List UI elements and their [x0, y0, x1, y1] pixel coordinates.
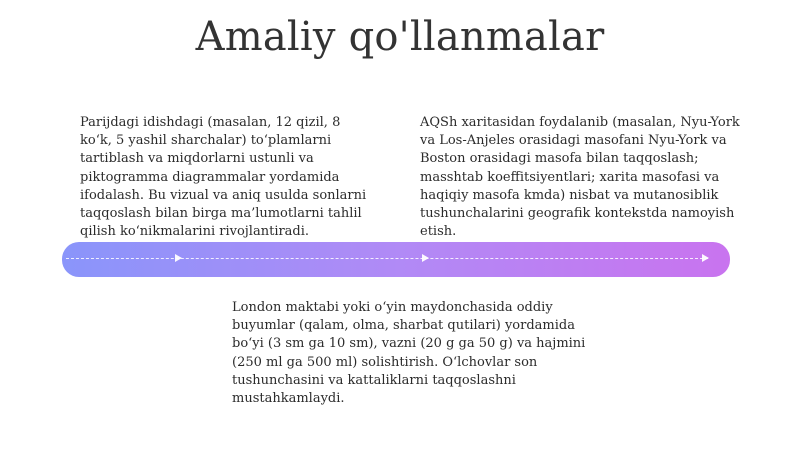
arrow-right-icon: [175, 254, 182, 262]
timeline-item-text-2: AQSh xaritasidan foydalanib (masalan, Nyu-York va Los-Anjeles orasidagi masofani Nyu-York va Boston orasidagi masofa bilan taqqoslash; masshtab koeffitsiyentlari; xarita masofasi va haqiqiy masofa kmda) nisbat va mutanosiblik tushunchalarini geografik kontekstda namoyish etish.: [420, 115, 740, 240]
arrow-right-icon: [702, 254, 709, 262]
arrow-right-icon: [422, 254, 429, 262]
timeline-dashed-line: [66, 258, 708, 259]
slide-title: Amaliy qo'llanmalar: [195, 14, 605, 60]
timeline-item-text-1: Parijdagi idishdagi (masalan, 12 qizil, 8 ko‘k, 5 yashil sharchalar) to‘plamlarni tartiblash va miqdorlarni ustunli va piktogramma diagrammalar yordamida ifodalash. Bu vizual va aniq usulda sonlarni taqqoslash bilan birga ma’lumotlarni tahlil qilish ko‘nikmalarini rivojlantiradi.: [80, 115, 367, 240]
timeline-item-text-3: London maktabi yoki o‘yin maydonchasida oddiy buyumlar (qalam, olma, sharbat qutilari) yordamida bo‘yi (3 sm ga 10 sm), vazni (20 g ga 50 g) va hajmini (250 ml ga 500 ml) solishtirish. O‘lchovlar son tushunchasini va kattaliklarni taqqoslashni mustahkamlaydi.: [232, 300, 586, 407]
timeline-bar: [62, 242, 730, 277]
